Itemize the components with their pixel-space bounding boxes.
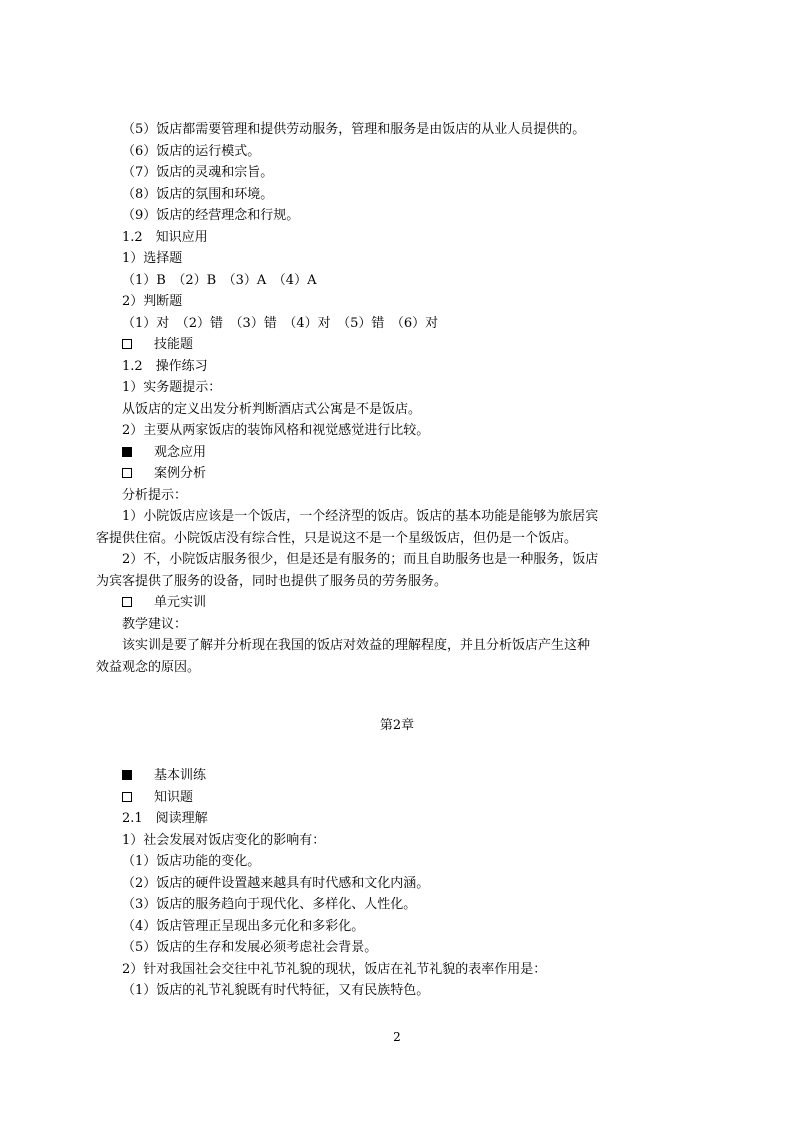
reading-heading: 2.1 阅读理解 xyxy=(122,811,208,826)
answer-line: （1）饭店功能的变化。 xyxy=(122,854,261,869)
paragraph-text: 1）小院饭店应该是一个饭店，一个经济型的饭店。饭店的基本功能是能够为旅居宾 xyxy=(122,509,599,524)
paragraph-line: 客提供住宿。小院饭店没有综合性，只是说这不是一个星级饭店，但仍是一个饭店。 xyxy=(96,530,578,546)
hollow-square-bullet-icon xyxy=(122,597,132,607)
teaching-label: 教学建议： xyxy=(122,616,188,632)
basic-heading-label: 基本训练 xyxy=(154,768,207,783)
choice-answers: （1）B （2）B （3）A （4）A xyxy=(122,272,317,288)
practice-heading: 1.2 操作练习 xyxy=(122,358,208,374)
unit-heading xyxy=(122,592,698,614)
answer-line: 1）社会发展对饭店变化的影响有： xyxy=(122,832,326,848)
skill-heading-label: 技能题 xyxy=(154,337,194,352)
practice-line: 从饭店的定义出发分析判断酒店式公寓是不是饭店。 xyxy=(122,401,422,417)
paragraph-line xyxy=(122,506,698,528)
answer-line: （8）饭店的氛围和环境。 xyxy=(122,186,274,202)
subsection-heading: 1.2 知识应用 xyxy=(122,229,208,245)
hollow-square-bullet-icon xyxy=(122,339,132,349)
concept-heading-label: 观念应用 xyxy=(154,444,207,460)
answer-line: （4）饭店管理正呈现出多元化和多彩化。 xyxy=(122,918,365,934)
section-chapter2-answers xyxy=(122,765,698,1002)
case-heading-label: 案例分析 xyxy=(154,466,207,481)
knowledge-heading xyxy=(122,787,698,809)
section-chapter1-answers xyxy=(96,119,698,678)
filled-square-bullet-icon xyxy=(122,447,132,457)
paragraph-line: 2）不，小院饭店服务很少，但是还是有服务的；而且自助服务也是一种服务，饭店 xyxy=(122,552,599,567)
basic-heading xyxy=(122,765,698,787)
answer-line: （2）饭店的硬件设置越来越具有时代感和文化内涵。 xyxy=(122,875,430,891)
answer-line: （5）饭店的生存和发展必须考虑社会背景。 xyxy=(122,940,378,955)
skill-heading xyxy=(122,334,698,356)
practice-line: 1）实务题提示： xyxy=(122,380,222,395)
answer-line: 2）针对我国社会交往中礼节礼貌的现状，饭店在礼节礼貌的表率作用是： xyxy=(122,961,547,977)
question-type-label: 2）判断题 xyxy=(122,294,183,309)
practice-line: 2）主要从两家饭店的装饰风格和视觉感觉进行比较。 xyxy=(122,423,430,438)
question-type-label: 1）选择题 xyxy=(122,251,183,266)
filled-square-bullet-icon xyxy=(122,770,132,780)
answer-line: （1）饭店的礼节礼貌既有时代特征，又有民族特色。 xyxy=(122,983,430,998)
knowledge-heading-label: 知识题 xyxy=(154,789,194,805)
page-number: 2 xyxy=(393,1030,401,1044)
paragraph-line: 该实训是要了解并分析现在我国的饭店对效益的理解程度，并且分析饭店产生这种 xyxy=(122,638,591,653)
case-heading xyxy=(122,463,698,485)
answer-line: （9）饭店的经营理念和行规。 xyxy=(122,208,300,223)
concept-heading xyxy=(122,442,698,464)
judgement-answers: （1）对 （2）错 （3）错 （4）对 （5）错 （6）对 xyxy=(122,315,439,331)
paragraph-line: 为宾客提供了服务的设备，同时也提供了服务员的劳务服务。 xyxy=(96,573,448,589)
paragraph-line: 效益观念的原因。 xyxy=(96,659,201,675)
hollow-square-bullet-icon xyxy=(122,468,132,478)
chapter-title: 第2章 xyxy=(379,718,415,733)
hollow-square-bullet-icon xyxy=(122,792,132,802)
analysis-label: 分析提示： xyxy=(122,487,188,503)
answer-line: （5）饭店都需要管理和提供劳动服务，管理和服务是由饭店的从业人员提供的。 xyxy=(122,122,586,137)
answer-line: （6）饭店的运行模式。 xyxy=(122,143,261,159)
unit-heading-label: 单元实训 xyxy=(154,595,207,610)
answer-line: （7）饭店的灵魂和宗旨。 xyxy=(122,165,274,180)
answer-line: （3）饭店的服务趋向于现代化、多样化、人性化。 xyxy=(122,897,417,912)
